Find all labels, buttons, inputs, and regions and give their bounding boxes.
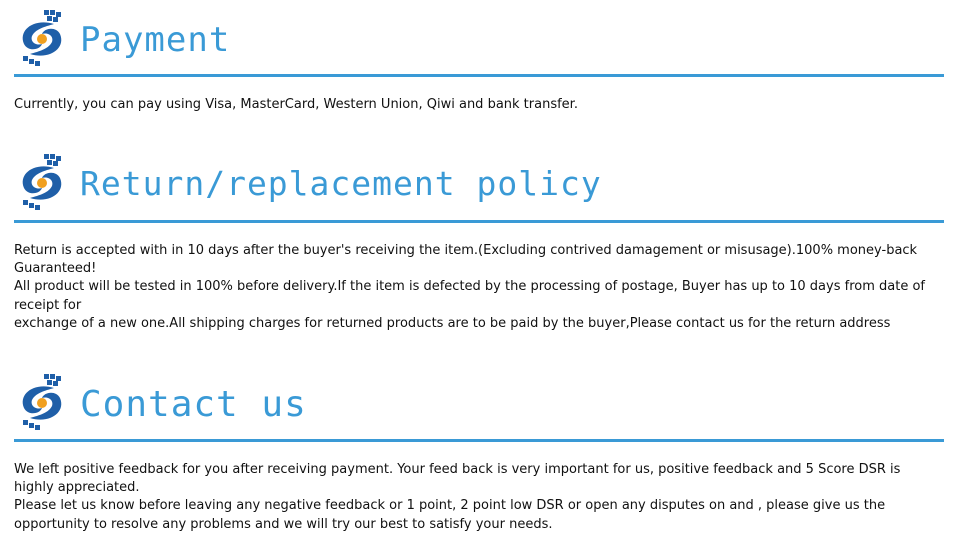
contact-body [14,461,944,534]
section-title-contact: Contact us [80,384,307,425]
paragraph: exchange of a new one.All shipping charges for returned products are to be paid by the buyer,Please contact us for the return address [14,315,891,331]
section-title-payment: Payment [80,20,231,60]
section-divider [14,439,944,442]
brand-swirl-logo-icon [14,372,70,432]
paragraph: Return is accepted with in 10 days after the buyer's receiving the item.(Excluding contrived damagement or misusage).100% money-back Guaranteed! [14,243,918,277]
return-policy-body [14,242,944,333]
paragraph: All product will be tested in 100% before delivery.If the item is defected by the processing of postage, Buyer has up to 10 days from date of receipt for [14,279,925,313]
section-title-return-policy: Return/replacement policy [80,164,602,203]
brand-swirl-logo-icon [14,152,70,212]
brand-swirl-logo-icon [14,8,70,68]
payment-body [14,96,944,114]
paragraph: Currently, you can pay using Visa, MasterCard, Western Union, Qiwi and bank transfer. [14,97,578,112]
paragraph: Please let us know before leaving any negative feedback or 1 point, 2 point low DSR or open any disputes on and , please give us the opportunity to resolve any problems and we will try our best to satisfy your needs. [14,498,886,532]
section-divider [14,74,944,77]
paragraph: We left positive feedback for you after receiving payment. Your feed back is very important for us, positive feedback and 5 Score DSR is highly appreciated. [14,462,901,496]
section-divider [14,220,944,223]
